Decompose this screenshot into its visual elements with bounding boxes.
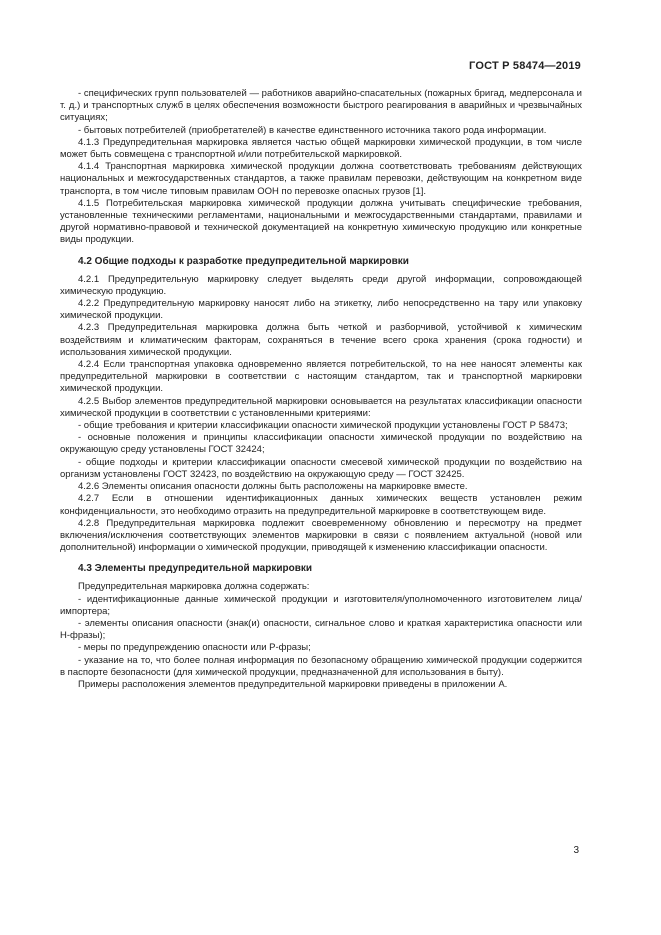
paragraph: 4.1.3 Предупредительная маркировка является частью общей маркировки химической продукции, в том числе может быть совмещена с транспортной и/или потребительской маркировкой. [60, 136, 582, 161]
paragraph: - меры по предупреждению опасности или Р-фразы; [78, 642, 311, 654]
paragraph: 4.2.6 Элементы описания опасности должны быть расположены на маркировке вместе. [78, 481, 468, 493]
paragraph: 4.2.7 Если в отношении идентификационных данных химических веществ установлен режим конфиденциальности, это необходимо отразить на предупредительной маркировке в соответствующем виде. [60, 493, 582, 517]
paragraph: - общие требования и критерии классификации опасности химической продукции установлены ГОСТ Р 58473; [78, 420, 568, 432]
paragraph: 4.2.3 Предупредительная маркировка должна быть четкой и разборчивой, устойчивой к химическим воздействиям и климатическим факторам, сохраняться в течение всего срока хранения (срока годности) и использования химической продукции. [60, 322, 582, 358]
paragraph: Примеры расположения элементов предупредительной маркировки приведены в приложении А. [78, 678, 508, 690]
paragraph: 4.2.2 Предупредительную маркировку наносят либо на этикетку, либо непосредственно на тару или упаковку химической продукции. [60, 298, 582, 322]
section-heading: 4.3 Элементы предупредительной маркировки [78, 563, 312, 575]
paragraph: 4.2.5 Выбор элементов предупредительной маркировки основывается на результатах классификации опасности химической продукции в соответствии с установленными критериями: [60, 395, 582, 419]
page-number: 3 [573, 845, 579, 856]
paragraph: Предупредительная маркировка должна содержать: [78, 581, 310, 593]
paragraph: - бытовых потребителей (приобретателей) в качестве единственного источника такого рода информации. [78, 124, 547, 136]
section-heading: 4.2 Общие подходы к разработке предупредительной маркировки [78, 255, 409, 267]
paragraph: - общие подходы и критерии классификации опасности смесевой химической продукции по воздействию на организм установлены ГОСТ 32423, по воздействию на окружающую среду — ГОСТ 32425. [60, 456, 582, 480]
paragraph: - основные положения и принципы классификации опасности химической продукции по воздействию на окружающую среду установлены ГОСТ 32424; [60, 432, 582, 456]
paragraph: 4.2.8 Предупредительная маркировка подлежит своевременному обновлению и пересмотру на предмет включения/исключения соответствующих элементов маркировки в связи с появлением актуальной (новой или дополнительной) информации о химической продукции, приводящей к изменению классификации опасности. [60, 517, 582, 554]
document-code: ГОСТ Р 58474—2019 [469, 60, 581, 72]
document-body [60, 88, 582, 691]
paragraph: 4.1.5 Потребительская маркировка химической продукции должна учитывать специфические требования, установленные техническими регламентами, национальными и межгосударственными стандартами, правилами и другой нормативно-правовой и технической документацией на конкретную химическую продукцию или конкретные виды продукции. [60, 197, 582, 246]
paragraph: - указание на то, что более полная информация по безопасному обращению химической продукции содержится в паспорте безопасности (для химической продукции, предназначенной для использования в быту). [60, 654, 582, 678]
paragraph: - специфических групп пользователей — работников аварийно-спасательных (пожарных бригад, медперсонала и т. д.) и транспортных служб в целях обеспечения возможности быстрого реагирования в аварийных и чрезвычайных ситуациях; [60, 88, 582, 124]
paragraph: 4.2.4 Если транспортная упаковка одновременно является потребительской, то на нее наносят элементы как предупредительной маркировки в соответствии с настоящим стандартом, так и транспортной маркировки химической продукции. [60, 359, 582, 395]
paragraph: - элементы описания опасности (знак(и) опасности, сигнальное слово и краткая характеристика опасности или Н-фразы); [60, 617, 582, 642]
paragraph: - идентификационные данные химической продукции и изготовителя/уполномоченного изготовителем лица/импортера; [60, 593, 582, 617]
paragraph: 4.1.4 Транспортная маркировка химической продукции должна соответствовать требованиям действующих национальных и межгосударственных стандартов, а также правилам перевозки, действующим на конкретном виде транспорта, в том числе типовым правилам ООН по перевозке опасных грузов [1]. [60, 161, 582, 197]
paragraph: 4.2.1 Предупредительную маркировку следует выделять среди другой информации, сопровождающей химическую продукцию. [60, 273, 582, 297]
